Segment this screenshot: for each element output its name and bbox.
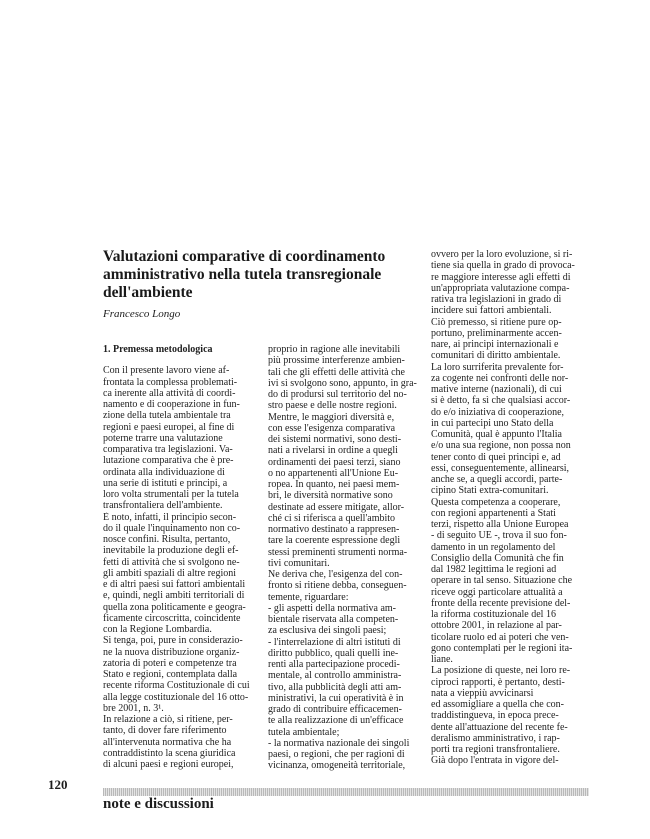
text-line: stessi preminenti strumenti norma-: [268, 546, 408, 558]
text-line: te alla realizzazione di un'efficace: [268, 715, 404, 727]
text-line: cipino Stati extra-comunitari.: [431, 485, 549, 497]
text-column-3: [431, 249, 587, 767]
text-line: bientale riservata alla competen-: [268, 614, 399, 625]
text-line: tanto, di dover fare riferimento: [103, 725, 227, 737]
text-line: di alcuni paesi e regioni europei,: [103, 759, 234, 770]
text-line: con la Regione Lombardia.: [103, 624, 212, 635]
text-line: deralismo amministrativo, i rap-: [431, 732, 560, 744]
text-line: ticolare ruolo ed ai poteri che ven-: [431, 631, 569, 643]
text-line: e, quindi, negli ambiti territoriali di: [103, 590, 245, 602]
text-line: - la normativa nazionale dei singoli: [268, 737, 410, 749]
text-line: Stato e regioni, contemplata dalla: [103, 669, 238, 680]
text-line: Comunità, qual è appunto l'Italia: [431, 429, 562, 440]
text-line: loro volta strumentali per la tutela: [103, 489, 239, 500]
text-line: liane.: [431, 654, 453, 665]
text-line: Con il presente lavoro viene af-: [103, 365, 230, 377]
text-line: do di prodursi sul territorio del no-: [268, 389, 407, 400]
text-line: recente riforma Costituzionale di cui: [103, 680, 250, 692]
text-line: fronte della recente previsione del-: [431, 597, 571, 609]
text-line: la riforma costituzionale del 16: [431, 609, 556, 620]
text-line: nare, ai principi internazionali e: [431, 339, 559, 350]
text-line: porti tra regioni transfrontaliere.: [431, 744, 560, 755]
text-line: ché ci si riferisca a quell'ambito: [268, 512, 396, 524]
text-line: riceve oggi particolare attualità a: [431, 586, 563, 598]
text-line: Questa competenza a cooperare,: [431, 496, 561, 508]
text-line: terzi, rispetto alla Unione Europea: [431, 519, 569, 530]
text-line: con regioni appartenenti a Stati: [431, 507, 556, 519]
text-line: diritto pubblico, quali quelli ine-: [268, 647, 399, 659]
text-line: poterne trarre una valutazione: [103, 432, 223, 444]
section-heading: 1. Premessa metodologica: [103, 344, 213, 355]
text-line: un'appropriata valutazione compa-: [431, 282, 570, 294]
text-line: dente all'attuazione del recente fe-: [431, 721, 568, 733]
text-line: bri, le diversità normative sono: [268, 490, 393, 502]
text-line: dal 1982 legittima le regioni ad: [431, 564, 557, 575]
text-line: zione della tutela ambientale tra: [103, 410, 231, 422]
text-line: ed assomigliare a quella che con-: [431, 699, 564, 710]
text-line: fronto si ritiene debba, conseguen-: [268, 580, 407, 592]
text-line: bre 2001, n. 3¹.: [103, 702, 164, 714]
text-line: ordinamenti dei paesi terzi, siano: [268, 456, 401, 468]
text-line: tiene sia quella in grado di provoca-: [431, 260, 575, 272]
text-line: ca inerente alla attività di coordi-: [103, 387, 236, 399]
text-line: tali che gli effetti delle attività che: [268, 366, 405, 378]
column-body: [268, 344, 423, 772]
text-line: incidere sui fattori ambientali.: [431, 305, 552, 317]
text-line: ficamente circoscritta, coincidente: [103, 612, 241, 624]
text-line: za esclusiva dei singoli paesi;: [268, 625, 387, 637]
text-line: operare in tal senso. Situazione che: [431, 575, 573, 587]
text-line: con esse l'esigenza comparativa: [268, 422, 396, 434]
text-line: gli ambiti spaziali di altre regioni: [103, 567, 237, 579]
text-line: più prossime interferenze ambien-: [268, 355, 405, 367]
text-line: ottobre 2001, in relazione al par-: [431, 620, 562, 632]
article-title: [103, 248, 423, 302]
text-line: o no appartenenti all'Unione Eu-: [268, 467, 399, 479]
text-line: proprio in ragione alle inevitabili: [268, 344, 401, 355]
text-line: ordinata alla individuazione di: [103, 466, 225, 478]
text-line: frontata la complessa problemati-: [103, 376, 238, 388]
text-line: vicinanza, omogeneità territoriale,: [268, 760, 406, 772]
text-line: zatoria di poteri e competenze tra: [103, 657, 237, 669]
text-line: paesi, o regioni, che per ragioni di: [268, 749, 405, 760]
text-line: contraddistinto la scena giuridica: [103, 747, 236, 759]
text-line: grado di contribuire efficacemen-: [268, 704, 402, 715]
text-line: si è detto, fa sì che qualsiasi accor-: [431, 395, 571, 407]
text-line: do e/o iniziativa di cooperazione,: [431, 406, 565, 418]
text-line: e di altri paesi sui fattori ambientali: [103, 579, 246, 590]
text-line: ropea. In quanto, nei paesi mem-: [268, 479, 400, 490]
text-line: In relazione a ciò, si ritiene, per-: [103, 714, 233, 725]
text-line: regioni e paesi europei, al fine di: [103, 421, 235, 433]
text-line: tivo, alla pubblicità degli atti am-: [268, 681, 402, 693]
text-line: in cui partecipi uno Stato della: [431, 417, 554, 429]
text-line: tivi comunitari.: [268, 557, 330, 569]
text-line: transfrontaliera dell'ambiente.: [103, 500, 223, 512]
text-line: ministrativi, la cui operatività è in: [268, 692, 404, 704]
text-line: quella zona politicamente e geogra-: [103, 601, 246, 613]
text-line: rativa tra legislazioni in grado di: [431, 294, 562, 305]
text-line: temente, riguardare:: [268, 591, 349, 603]
text-line: e/o una sua regione, non possa non: [431, 440, 571, 452]
text-line: traddistingueva, in epoca prece-: [431, 710, 559, 722]
text-line: normativo destinato a rappresen-: [268, 524, 400, 535]
column-body: [103, 365, 257, 770]
text-line: tare la coerente espressione degli: [268, 535, 401, 547]
footer-rule: [103, 788, 589, 796]
text-line: dei sistemi normativi, sono desti-: [268, 434, 402, 445]
text-line: ciproci rapporti, è pertanto, desti-: [431, 676, 565, 688]
text-line: Mentre, le maggiori diversità e,: [268, 411, 395, 423]
text-line: stro paese e delle nostre regioni.: [268, 400, 397, 412]
text-line: gono contemplati per le regioni ita-: [431, 642, 573, 654]
text-line: Già dopo l'entrata in vigore del-: [431, 755, 559, 767]
text-line: Ne deriva che, l'esigenza del con-: [268, 569, 403, 580]
article-author: Francesco Longo: [103, 308, 181, 320]
text-line: mative interne (nazionali), di cui: [431, 384, 562, 395]
title-line: dell'ambiente: [103, 284, 193, 301]
text-line: alla legge costituzionale del 16 otto-: [103, 691, 249, 703]
text-line: destinate ad essere mitigate, allor-: [268, 501, 405, 513]
text-line: È noto, infatti, il principio secon-: [103, 511, 237, 523]
text-column-1: [103, 344, 257, 770]
text-line: nati a rivelarsi in ordine a quegli: [268, 445, 398, 457]
text-line: namento e di cooperazione in fun-: [103, 399, 240, 410]
text-line: - l'interrelazione di altri istituti di: [268, 636, 401, 648]
text-line: nata a vieppiù avvicinarsi: [431, 687, 534, 699]
text-line: tener conto di quei principi e, ad: [431, 451, 561, 463]
text-line: lutazione comparativa che è pre-: [103, 455, 234, 467]
text-line: - gli aspetti della normativa am-: [268, 602, 397, 614]
text-line: do il quale l'inquinamento non co-: [103, 522, 241, 534]
text-line: Consiglio della Comunità che fin: [431, 552, 564, 564]
text-line: all'intervenuta normativa che ha: [103, 736, 232, 748]
text-line: comparativa tra legislazioni. Va-: [103, 444, 233, 455]
text-line: ovvero per la loro evoluzione, si ri-: [431, 249, 573, 260]
text-line: za cogente nei confronti delle nor-: [431, 372, 569, 384]
title-line: Valutazioni comparative di coordinamento: [103, 248, 386, 265]
text-line: tutela ambientale;: [268, 726, 340, 738]
text-line: re maggiore interesse agli effetti di: [431, 271, 571, 283]
text-line: essi, conseguentemente, allinearsi,: [431, 462, 570, 474]
column-body: [431, 249, 587, 767]
text-line: ne la nuova distribuzione organiz-: [103, 646, 240, 658]
title-line: amministrativo nella tutela transregionale: [103, 266, 382, 283]
text-line: nosce confini. Risulta, pertanto,: [103, 534, 231, 545]
section-footer-label: note e discussioni: [103, 796, 214, 812]
text-line: La loro surriferita prevalente for-: [431, 361, 564, 373]
text-line: anche se, a quegli accordi, parte-: [431, 474, 563, 485]
text-line: fetti di attività che si svolgono ne-: [103, 556, 240, 568]
page-number: 120: [48, 777, 68, 792]
text-line: una serie di istituti e principi, a: [103, 477, 228, 489]
text-line: inevitabile la produzione degli ef-: [103, 545, 239, 557]
text-line: ivi si svolgono sono, appunto, in gra-: [268, 377, 417, 389]
text-line: comunitari di diritto ambientale.: [431, 350, 561, 362]
text-line: La posizione di queste, nei loro re-: [431, 665, 571, 677]
text-line: mentale, al controllo amministra-: [268, 670, 402, 682]
text-line: Ciò premesso, si ritiene pure op-: [431, 316, 562, 328]
text-line: Si tenga, poi, pure in considerazio-: [103, 635, 243, 647]
text-line: damento in un regolamento del: [431, 541, 556, 553]
text-column-2: [268, 344, 423, 772]
text-line: - di seguito UE -, trova il suo fon-: [431, 530, 567, 542]
text-line: portuno, preliminarmente accen-: [431, 327, 562, 339]
text-line: renti alla partecipazione procedi-: [268, 659, 400, 670]
